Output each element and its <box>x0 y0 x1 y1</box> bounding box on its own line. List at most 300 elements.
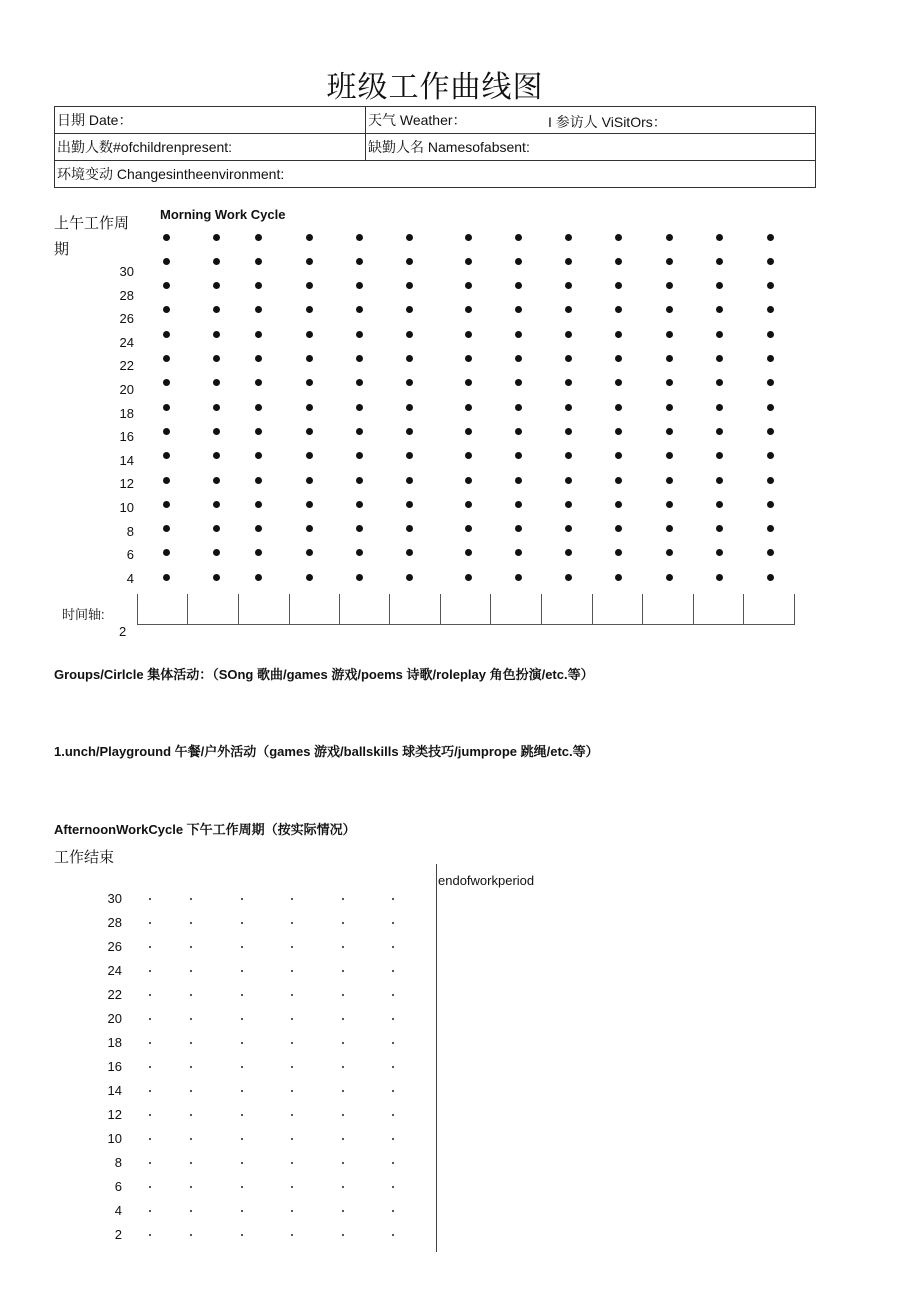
morning-grid-dot[interactable] <box>767 404 774 411</box>
morning-grid-dot[interactable] <box>666 477 673 484</box>
morning-grid-dot[interactable] <box>716 525 723 532</box>
afternoon-grid-dot[interactable] <box>241 1234 243 1236</box>
afternoon-grid-dot[interactable] <box>342 922 344 924</box>
morning-grid-dot[interactable] <box>615 525 622 532</box>
morning-grid-dot[interactable] <box>565 331 572 338</box>
afternoon-y-label: 26 <box>107 939 122 954</box>
morning-grid-dot[interactable] <box>356 306 363 313</box>
morning-grid-dot[interactable] <box>666 501 673 508</box>
morning-grid-dot[interactable] <box>163 258 170 265</box>
morning-grid-dot[interactable] <box>515 501 522 508</box>
morning-grid-dot[interactable] <box>163 525 170 532</box>
afternoon-grid-dot[interactable] <box>342 1114 344 1116</box>
afternoon-grid-dot[interactable] <box>241 1018 243 1020</box>
morning-grid-dot[interactable] <box>306 258 313 265</box>
morning-grid-dot[interactable] <box>716 477 723 484</box>
afternoon-y-label: 28 <box>107 915 122 930</box>
afternoon-grid-dot[interactable] <box>291 898 293 900</box>
morning-grid-dot[interactable] <box>356 452 363 459</box>
afternoon-grid-dot[interactable] <box>392 1138 394 1140</box>
morning-grid-dot[interactable] <box>716 549 723 556</box>
morning-grid-dot[interactable] <box>767 331 774 338</box>
morning-grid-dot[interactable] <box>306 306 313 313</box>
morning-grid-dot[interactable] <box>716 258 723 265</box>
morning-grid-dot[interactable] <box>767 477 774 484</box>
morning-grid-dot[interactable] <box>615 549 622 556</box>
afternoon-grid-dot[interactable] <box>149 1066 151 1068</box>
date-label: 日期 Date： <box>57 112 133 128</box>
morning-grid-dot[interactable] <box>465 525 472 532</box>
morning-grid-dot[interactable] <box>356 574 363 581</box>
morning-grid-dot[interactable] <box>163 501 170 508</box>
morning-grid-dot[interactable] <box>716 452 723 459</box>
morning-grid-dot[interactable] <box>406 477 413 484</box>
morning-grid-dot[interactable] <box>213 549 220 556</box>
morning-grid-dot[interactable] <box>213 477 220 484</box>
morning-grid-dot[interactable] <box>666 525 673 532</box>
afternoon-grid-dot[interactable] <box>149 1138 151 1140</box>
afternoon-grid-dot[interactable] <box>392 1234 394 1236</box>
morning-grid-dot[interactable] <box>767 574 774 581</box>
morning-grid-dot[interactable] <box>515 355 522 362</box>
morning-grid-dot[interactable] <box>406 234 413 241</box>
morning-grid-dot[interactable] <box>163 428 170 435</box>
morning-grid-dot[interactable] <box>406 331 413 338</box>
morning-grid-dot[interactable] <box>666 282 673 289</box>
morning-grid-dot[interactable] <box>163 404 170 411</box>
morning-grid-dot[interactable] <box>406 549 413 556</box>
environment-cell[interactable] <box>55 161 816 188</box>
morning-grid-dot[interactable] <box>666 355 673 362</box>
morning-grid-dot[interactable] <box>565 234 572 241</box>
morning-grid-dot[interactable] <box>716 428 723 435</box>
morning-grid-dot[interactable] <box>306 525 313 532</box>
morning-grid-dot[interactable] <box>767 452 774 459</box>
afternoon-grid-dot[interactable] <box>342 1042 344 1044</box>
morning-grid-dot[interactable] <box>666 404 673 411</box>
morning-grid-dot[interactable] <box>565 355 572 362</box>
morning-grid-dot[interactable] <box>565 306 572 313</box>
afternoon-grid-dot[interactable] <box>190 1114 192 1116</box>
morning-grid-dot[interactable] <box>255 258 262 265</box>
afternoon-grid-dot[interactable] <box>342 970 344 972</box>
afternoon-grid-dot[interactable] <box>241 1210 243 1212</box>
morning-grid-dot[interactable] <box>767 258 774 265</box>
afternoon-grid-dot[interactable] <box>149 1042 151 1044</box>
morning-grid-dot[interactable] <box>356 282 363 289</box>
afternoon-grid-dot[interactable] <box>342 1162 344 1164</box>
morning-grid-dot[interactable] <box>213 282 220 289</box>
morning-grid-dot[interactable] <box>255 355 262 362</box>
afternoon-grid-dot[interactable] <box>190 994 192 996</box>
morning-grid-dot[interactable] <box>356 549 363 556</box>
morning-grid-dot[interactable] <box>767 549 774 556</box>
morning-grid-dot[interactable] <box>515 477 522 484</box>
morning-grid-dot[interactable] <box>356 331 363 338</box>
afternoon-grid-dot[interactable] <box>291 1210 293 1212</box>
morning-grid-dot[interactable] <box>615 501 622 508</box>
afternoon-grid-dot[interactable] <box>190 1234 192 1236</box>
afternoon-y-label: 6 <box>114 1179 122 1194</box>
morning-grid-dot[interactable] <box>255 428 262 435</box>
morning-grid-dot[interactable] <box>465 549 472 556</box>
afternoon-grid-dot[interactable] <box>241 1162 243 1164</box>
morning-grid-dot[interactable] <box>615 477 622 484</box>
morning-grid-dot[interactable] <box>306 234 313 241</box>
morning-grid-dot[interactable] <box>565 549 572 556</box>
morning-grid-dot[interactable] <box>666 379 673 386</box>
morning-grid-dot[interactable] <box>306 355 313 362</box>
morning-grid-dot[interactable] <box>163 355 170 362</box>
morning-grid-dot[interactable] <box>666 331 673 338</box>
morning-grid-dot[interactable] <box>565 477 572 484</box>
morning-grid-dot[interactable] <box>615 282 622 289</box>
date-cell[interactable] <box>55 107 366 134</box>
morning-grid-dot[interactable] <box>356 428 363 435</box>
morning-grid-dot[interactable] <box>666 306 673 313</box>
morning-grid-dot[interactable] <box>716 501 723 508</box>
afternoon-y-label: 4 <box>114 1203 122 1218</box>
afternoon-grid-dot[interactable] <box>149 994 151 996</box>
afternoon-grid-dot[interactable] <box>241 1042 243 1044</box>
afternoon-grid-dot[interactable] <box>392 970 394 972</box>
afternoon-grid-dot[interactable] <box>241 1090 243 1092</box>
afternoon-grid-dot[interactable] <box>241 1138 243 1140</box>
morning-grid-dot[interactable] <box>213 501 220 508</box>
morning-grid-dot[interactable] <box>615 258 622 265</box>
afternoon-grid-dot[interactable] <box>392 1042 394 1044</box>
morning-grid-dot[interactable] <box>356 477 363 484</box>
morning-grid-dot[interactable] <box>406 525 413 532</box>
morning-grid-dot[interactable] <box>465 282 472 289</box>
morning-grid-dot[interactable] <box>255 404 262 411</box>
morning-grid-dot[interactable] <box>565 452 572 459</box>
morning-grid-dot[interactable] <box>465 355 472 362</box>
afternoon-grid-dot[interactable] <box>291 1018 293 1020</box>
afternoon-grid-dot[interactable] <box>190 1162 192 1164</box>
afternoon-grid-dot[interactable] <box>342 1090 344 1092</box>
morning-grid-dot[interactable] <box>306 282 313 289</box>
morning-grid-dot[interactable] <box>163 549 170 556</box>
afternoon-grid-dot[interactable] <box>392 946 394 948</box>
afternoon-grid-dot[interactable] <box>291 1138 293 1140</box>
morning-grid-dot[interactable] <box>356 355 363 362</box>
morning-grid-dot[interactable] <box>767 501 774 508</box>
morning-grid-dot[interactable] <box>666 234 673 241</box>
morning-y-label: 10 <box>119 500 134 515</box>
morning-grid-dot[interactable] <box>565 379 572 386</box>
morning-grid-dot[interactable] <box>306 477 313 484</box>
afternoon-grid-dot[interactable] <box>190 922 192 924</box>
afternoon-grid-dot[interactable] <box>149 1210 151 1212</box>
afternoon-grid-dot[interactable] <box>342 1066 344 1068</box>
afternoon-grid-dot[interactable] <box>291 1234 293 1236</box>
afternoon-grid-dot[interactable] <box>291 1162 293 1164</box>
morning-grid-dot[interactable] <box>255 477 262 484</box>
morning-grid-dot[interactable] <box>255 501 262 508</box>
afternoon-grid-dot[interactable] <box>342 946 344 948</box>
afternoon-grid-dot[interactable] <box>241 970 243 972</box>
morning-grid-dot[interactable] <box>465 574 472 581</box>
morning-grid-dot[interactable] <box>515 331 522 338</box>
afternoon-grid-dot[interactable] <box>149 1162 151 1164</box>
morning-grid-dot[interactable] <box>565 282 572 289</box>
morning-grid-dot[interactable] <box>666 258 673 265</box>
afternoon-grid-dot[interactable] <box>190 1186 192 1188</box>
afternoon-grid-dot[interactable] <box>392 1018 394 1020</box>
afternoon-grid-dot[interactable] <box>190 1138 192 1140</box>
morning-grid-dot[interactable] <box>666 428 673 435</box>
morning-grid-dot[interactable] <box>255 549 262 556</box>
morning-grid-dot[interactable] <box>213 525 220 532</box>
morning-grid-dot[interactable] <box>465 234 472 241</box>
morning-grid-dot[interactable] <box>163 234 170 241</box>
morning-grid-dot[interactable] <box>356 404 363 411</box>
morning-grid-dot[interactable] <box>565 501 572 508</box>
afternoon-grid-dot[interactable] <box>241 1114 243 1116</box>
afternoon-grid-dot[interactable] <box>342 898 344 900</box>
morning-grid-dot[interactable] <box>255 331 262 338</box>
morning-grid-dot[interactable] <box>255 282 262 289</box>
afternoon-grid-dot[interactable] <box>190 970 192 972</box>
morning-grid-dot[interactable] <box>163 477 170 484</box>
morning-grid-dot[interactable] <box>615 355 622 362</box>
morning-grid-dot[interactable] <box>356 525 363 532</box>
morning-grid-dot[interactable] <box>213 306 220 313</box>
morning-grid-dot[interactable] <box>213 404 220 411</box>
morning-grid-dot[interactable] <box>213 355 220 362</box>
afternoon-grid-dot[interactable] <box>190 1042 192 1044</box>
morning-grid-dot[interactable] <box>515 525 522 532</box>
afternoon-grid-dot[interactable] <box>291 1186 293 1188</box>
afternoon-grid-dot[interactable] <box>241 1186 243 1188</box>
afternoon-grid-dot[interactable] <box>392 1162 394 1164</box>
morning-grid-dot[interactable] <box>163 306 170 313</box>
afternoon-grid-dot[interactable] <box>291 1042 293 1044</box>
afternoon-grid-dot[interactable] <box>241 898 243 900</box>
afternoon-grid-dot[interactable] <box>149 898 151 900</box>
morning-grid-dot[interactable] <box>767 234 774 241</box>
afternoon-grid-dot[interactable] <box>291 946 293 948</box>
morning-grid-dot[interactable] <box>255 452 262 459</box>
morning-grid-dot[interactable] <box>767 282 774 289</box>
morning-grid-dot[interactable] <box>716 234 723 241</box>
present-cell[interactable] <box>55 134 366 161</box>
afternoon-grid-dot[interactable] <box>291 994 293 996</box>
morning-grid-dot[interactable] <box>615 404 622 411</box>
morning-grid-dot[interactable] <box>615 306 622 313</box>
afternoon-grid-dot[interactable] <box>291 922 293 924</box>
afternoon-grid-dot[interactable] <box>241 1066 243 1068</box>
morning-grid-dot[interactable] <box>163 379 170 386</box>
morning-grid-dot[interactable] <box>406 379 413 386</box>
morning-grid-dot[interactable] <box>306 549 313 556</box>
morning-grid-dot[interactable] <box>465 306 472 313</box>
morning-grid-dot[interactable] <box>306 331 313 338</box>
morning-grid-dot[interactable] <box>213 574 220 581</box>
morning-grid-dot[interactable] <box>767 355 774 362</box>
afternoon-grid-dot[interactable] <box>392 1210 394 1212</box>
afternoon-grid-dot[interactable] <box>291 1114 293 1116</box>
afternoon-grid-dot[interactable] <box>342 1018 344 1020</box>
morning-grid-dot[interactable] <box>515 379 522 386</box>
morning-grid-dot[interactable] <box>565 428 572 435</box>
morning-grid-dot[interactable] <box>255 234 262 241</box>
morning-grid-dot[interactable] <box>515 574 522 581</box>
afternoon-grid-dot[interactable] <box>190 1066 192 1068</box>
afternoon-grid-dot[interactable] <box>149 1186 151 1188</box>
morning-grid-dot[interactable] <box>666 549 673 556</box>
morning-grid-dot[interactable] <box>767 306 774 313</box>
morning-grid-dot[interactable] <box>255 306 262 313</box>
morning-grid-dot[interactable] <box>406 428 413 435</box>
morning-grid-dot[interactable] <box>716 379 723 386</box>
morning-grid-dot[interactable] <box>356 258 363 265</box>
afternoon-grid-dot[interactable] <box>149 1090 151 1092</box>
morning-grid-dot[interactable] <box>767 525 774 532</box>
morning-grid-dot[interactable] <box>213 428 220 435</box>
morning-grid-dot[interactable] <box>615 574 622 581</box>
morning-grid-dot[interactable] <box>465 331 472 338</box>
afternoon-grid-dot[interactable] <box>149 1234 151 1236</box>
afternoon-grid-dot[interactable] <box>392 994 394 996</box>
morning-grid-dot[interactable] <box>515 258 522 265</box>
morning-grid-dot[interactable] <box>767 379 774 386</box>
morning-grid-dot[interactable] <box>565 525 572 532</box>
afternoon-grid-dot[interactable] <box>392 922 394 924</box>
afternoon-grid-dot[interactable] <box>241 994 243 996</box>
morning-grid-dot[interactable] <box>356 379 363 386</box>
afternoon-grid-dot[interactable] <box>342 1234 344 1236</box>
afternoon-grid-dot[interactable] <box>149 970 151 972</box>
morning-grid-dot[interactable] <box>213 452 220 459</box>
afternoon-grid-dot[interactable] <box>190 898 192 900</box>
morning-grid-dot[interactable] <box>406 501 413 508</box>
morning-grid-dot[interactable] <box>306 428 313 435</box>
afternoon-grid-dot[interactable] <box>190 946 192 948</box>
morning-grid-dot[interactable] <box>565 574 572 581</box>
morning-grid-dot[interactable] <box>406 306 413 313</box>
morning-grid-dot[interactable] <box>515 452 522 459</box>
afternoon-grid-dot[interactable] <box>392 1186 394 1188</box>
morning-grid-dot[interactable] <box>767 428 774 435</box>
morning-grid-dot[interactable] <box>716 282 723 289</box>
morning-grid-dot[interactable] <box>615 234 622 241</box>
morning-grid-dot[interactable] <box>255 379 262 386</box>
morning-grid-dot[interactable] <box>716 404 723 411</box>
morning-grid-dot[interactable] <box>515 549 522 556</box>
morning-grid-dot[interactable] <box>306 404 313 411</box>
morning-grid-dot[interactable] <box>306 379 313 386</box>
afternoon-grid-dot[interactable] <box>342 1138 344 1140</box>
morning-grid-dot[interactable] <box>716 574 723 581</box>
morning-grid-dot[interactable] <box>356 234 363 241</box>
morning-grid-dot[interactable] <box>465 379 472 386</box>
morning-grid-dot[interactable] <box>406 355 413 362</box>
morning-grid-dot[interactable] <box>255 525 262 532</box>
afternoon-grid-dot[interactable] <box>241 946 243 948</box>
end-of-work-line <box>436 864 437 1252</box>
morning-grid-dot[interactable] <box>163 282 170 289</box>
afternoon-grid-dot[interactable] <box>149 922 151 924</box>
morning-grid-dot[interactable] <box>406 404 413 411</box>
morning-y-label: 22 <box>119 358 134 374</box>
afternoon-grid-dot[interactable] <box>342 1210 344 1212</box>
morning-grid-dot[interactable] <box>615 428 622 435</box>
morning-grid-dot[interactable] <box>465 477 472 484</box>
morning-grid-dot[interactable] <box>406 574 413 581</box>
absent-cell[interactable] <box>366 134 816 161</box>
afternoon-grid-dot[interactable] <box>291 970 293 972</box>
morning-grid-dot[interactable] <box>213 331 220 338</box>
afternoon-grid-dot[interactable] <box>392 898 394 900</box>
afternoon-grid-dot[interactable] <box>190 1090 192 1092</box>
morning-grid-dot[interactable] <box>666 574 673 581</box>
morning-grid-dot[interactable] <box>306 501 313 508</box>
morning-grid-dot[interactable] <box>465 501 472 508</box>
morning-grid-dot[interactable] <box>213 379 220 386</box>
afternoon-grid-dot[interactable] <box>392 1066 394 1068</box>
morning-grid-dot[interactable] <box>565 258 572 265</box>
timeline-tick <box>440 594 441 625</box>
afternoon-grid-dot[interactable] <box>149 1018 151 1020</box>
morning-grid-dot[interactable] <box>356 501 363 508</box>
morning-grid-dot[interactable] <box>615 452 622 459</box>
morning-grid-dot[interactable] <box>515 306 522 313</box>
morning-grid-dot[interactable] <box>406 282 413 289</box>
morning-grid-dot[interactable] <box>716 331 723 338</box>
afternoon-grid-dot[interactable] <box>291 1090 293 1092</box>
absent-label: 缺勤人名 Namesofabsent: <box>368 139 530 155</box>
afternoon-grid-dot[interactable] <box>342 1186 344 1188</box>
morning-grid-dot[interactable] <box>515 234 522 241</box>
morning-grid-dot[interactable] <box>163 452 170 459</box>
morning-grid-dot[interactable] <box>406 258 413 265</box>
morning-grid-dot[interactable] <box>716 306 723 313</box>
morning-grid-dot[interactable] <box>465 428 472 435</box>
morning-grid-dot[interactable] <box>406 452 413 459</box>
morning-grid-dot[interactable] <box>716 355 723 362</box>
afternoon-grid-dot[interactable] <box>190 1210 192 1212</box>
morning-grid-dot[interactable] <box>515 404 522 411</box>
morning-grid-dot[interactable] <box>306 574 313 581</box>
afternoon-grid-dot[interactable] <box>149 1114 151 1116</box>
morning-grid-dot[interactable] <box>163 574 170 581</box>
morning-grid-dot[interactable] <box>565 404 572 411</box>
morning-grid-dot[interactable] <box>163 331 170 338</box>
morning-grid-dot[interactable] <box>255 574 262 581</box>
morning-grid-dot[interactable] <box>515 428 522 435</box>
afternoon-grid-dot[interactable] <box>291 1066 293 1068</box>
morning-grid-dot[interactable] <box>213 234 220 241</box>
morning-grid-dot[interactable] <box>465 452 472 459</box>
morning-grid-dot[interactable] <box>306 452 313 459</box>
morning-grid-dot[interactable] <box>666 452 673 459</box>
afternoon-grid-dot[interactable] <box>190 1018 192 1020</box>
afternoon-grid-dot[interactable] <box>241 922 243 924</box>
afternoon-grid-dot[interactable] <box>342 994 344 996</box>
morning-grid-dot[interactable] <box>615 331 622 338</box>
afternoon-grid-dot[interactable] <box>392 1114 394 1116</box>
morning-grid-dot[interactable] <box>213 258 220 265</box>
morning-grid-dot[interactable] <box>465 404 472 411</box>
morning-grid-dot[interactable] <box>515 282 522 289</box>
afternoon-grid-dot[interactable] <box>392 1090 394 1092</box>
morning-grid-dot[interactable] <box>615 379 622 386</box>
morning-grid-dot[interactable] <box>465 258 472 265</box>
afternoon-grid-dot[interactable] <box>149 946 151 948</box>
timeline-tick <box>490 594 491 625</box>
